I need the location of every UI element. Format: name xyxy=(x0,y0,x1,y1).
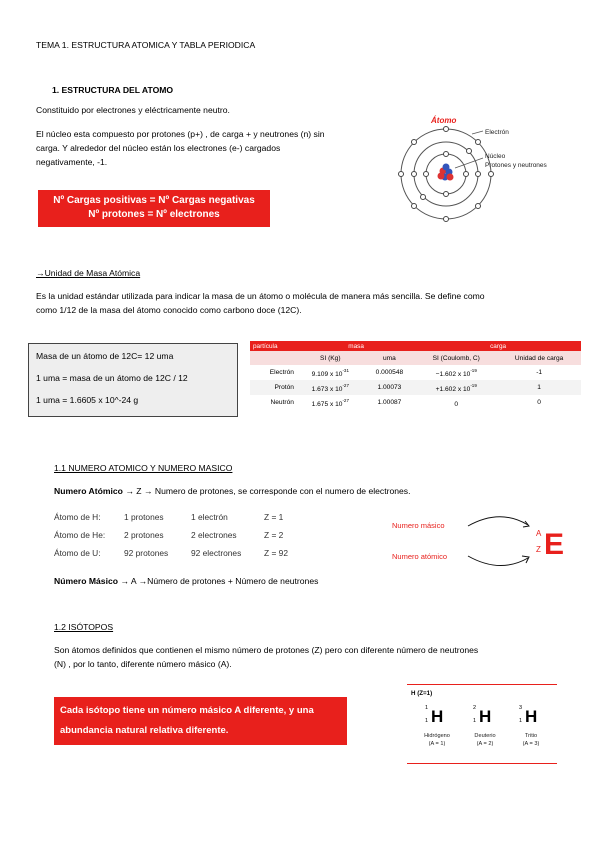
row-c: 0 xyxy=(415,395,497,410)
atom-diagram xyxy=(380,110,580,225)
callout-line-1: Nº Cargas positivas = Nº Cargas negativas xyxy=(53,195,255,206)
uma-box-line-1: Masa de un átomo de 12C= 12 uma xyxy=(36,351,174,361)
atomic-number-definition xyxy=(54,486,410,497)
paragraph-nucleus-l3: negativamente, -1. xyxy=(36,157,108,167)
row-uma: 1.00073 xyxy=(364,380,416,395)
list-item: Átomo de He: 2 protones 2 electrones Z = 2 xyxy=(54,530,284,540)
isotope-callout xyxy=(54,697,347,745)
row-name: Electrón xyxy=(250,365,297,380)
th-si-kg: SI (Kg) xyxy=(297,351,364,365)
mass-number-definition xyxy=(54,576,318,587)
section-heading-1-1: 1.1 NUMERO ATOMICO Y NUMERO MASICO xyxy=(54,463,233,473)
row-c: −1.602 x $10^{-19}$ xyxy=(415,365,497,380)
isotope-callout-line-2: abundancia natural relativa diferente. xyxy=(60,725,229,736)
nuclide-notation-diagram xyxy=(390,510,580,570)
isotope-figure: H (Z=1) 1 1 H Hidrógeno (A = 1) 2 1 H Deuterio (A = 2) 3 1 H Tritio (A = 3) xyxy=(407,684,557,764)
isotope-paragraph-l1: Son átomos definidos que contienen el mismo número de protones (Z) pero con diferente número de neutrones xyxy=(54,645,479,655)
row-c: +1.602 x $10^{-19}$ xyxy=(415,380,497,395)
uma-box-line-2: 1 uma = masa de un átomo de 12C / 12 xyxy=(36,373,188,383)
arrow-icon: → xyxy=(125,486,134,496)
charge-callout xyxy=(38,190,270,227)
document-title: TEMA 1. ESTRUCTURA ATOMICA Y TABLA PERIODICA xyxy=(36,40,256,50)
nucleus-sublabel: Protones y neutrones xyxy=(485,162,547,169)
th-uma: uma xyxy=(364,351,416,365)
isotope-paragraph-l2: (N) , por lo tanto, diferente número másico (A). xyxy=(54,659,232,669)
element-symbol: E xyxy=(544,528,565,561)
isotope-figure-title: H (Z=1) xyxy=(411,690,433,697)
table-header-row xyxy=(250,341,581,351)
row-kg: 9.109 x $10^{-31}$ xyxy=(297,365,364,380)
uma-paragraph-l2: como 1/12 de la masa del átomo conocido como carbono doce (12C). xyxy=(36,305,302,315)
th-si-c: SI (Coulomb, C) xyxy=(415,351,497,365)
mass-number-term: Número Másico xyxy=(54,576,118,586)
paragraph-intro: Constituido por electrones y eléctricamente neutro. xyxy=(36,105,230,115)
atom-title: Átomo xyxy=(431,116,457,125)
electron-label: Electrón xyxy=(485,129,509,136)
uma-paragraph-l1: Es la unidad estándar utilizada para indicar la masa de un átomo o molécula de manera más sencilla. Se define como xyxy=(36,291,485,301)
table-row xyxy=(250,395,581,410)
th-unidad: Unidad de carga xyxy=(497,351,581,365)
symbol-z: Z xyxy=(536,545,541,554)
row-name: Protón xyxy=(250,380,297,395)
row-uma: 0.000548 xyxy=(364,365,416,380)
table-row xyxy=(250,380,581,395)
particle-table xyxy=(250,341,581,410)
row-unit: 1 xyxy=(497,380,581,395)
list-item: Átomo de U: 92 protones 92 electrones Z = 92 xyxy=(54,548,288,558)
row-kg: 1.675 x $10^{-27}$ xyxy=(297,395,364,410)
th-carga: carga xyxy=(415,341,581,351)
atomic-number-text: Z → Numero de protones, se corresponde con el numero de electrones. xyxy=(133,486,411,496)
uma-box-line-3: 1 uma = 1.6605 x 10^-24 g xyxy=(36,395,139,405)
table-subheader-row xyxy=(250,351,581,365)
th-particula: partícula xyxy=(250,341,297,351)
row-kg: 1.673 x $10^{-27}$ xyxy=(297,380,364,395)
list-item: Átomo de H: 1 protones 1 electrón Z = 1 xyxy=(54,512,284,522)
paragraph-nucleus-l1: El núcleo esta compuesto por protones (p+) , de carga + y neutrones (n) sin xyxy=(36,129,325,139)
row-uma: 1.00087 xyxy=(364,395,416,410)
paragraph-nucleus-l2: carga. Y alrededor del núcleo están los electrones (e-) cargados xyxy=(36,143,281,153)
atomic-number-term: Numero Atómico xyxy=(54,486,123,496)
row-unit: -1 xyxy=(497,365,581,380)
nucleus-icon xyxy=(438,164,454,181)
isotope-callout-line-1: Cada isótopo tiene un número másico A diferente, y una xyxy=(60,705,314,716)
atom-examples xyxy=(54,508,314,562)
uma-heading: →Unidad de Masa Atómica xyxy=(36,268,141,278)
row-unit: 0 xyxy=(497,395,581,410)
section-heading-1: 1. ESTRUCTURA DEL ATOMO xyxy=(52,85,174,95)
section-heading-1-2: 1.2 ISÓTOPOS xyxy=(54,622,114,632)
callout-line-2: Nº protones = Nº electrones xyxy=(88,209,220,220)
row-name: Neutrón xyxy=(250,395,297,410)
nucleus-label: Núcleo xyxy=(485,153,506,160)
table-row xyxy=(250,365,581,380)
uma-definition-box xyxy=(28,343,238,417)
th-masa: masa xyxy=(297,341,415,351)
mass-number-label: Numero másico xyxy=(392,521,445,530)
arrow-icon: → xyxy=(120,576,129,586)
atomic-number-label: Numero atómico xyxy=(392,552,448,561)
symbol-a: A xyxy=(536,529,542,538)
mass-number-text: A →Número de protones + Número de neutrones xyxy=(128,576,319,586)
